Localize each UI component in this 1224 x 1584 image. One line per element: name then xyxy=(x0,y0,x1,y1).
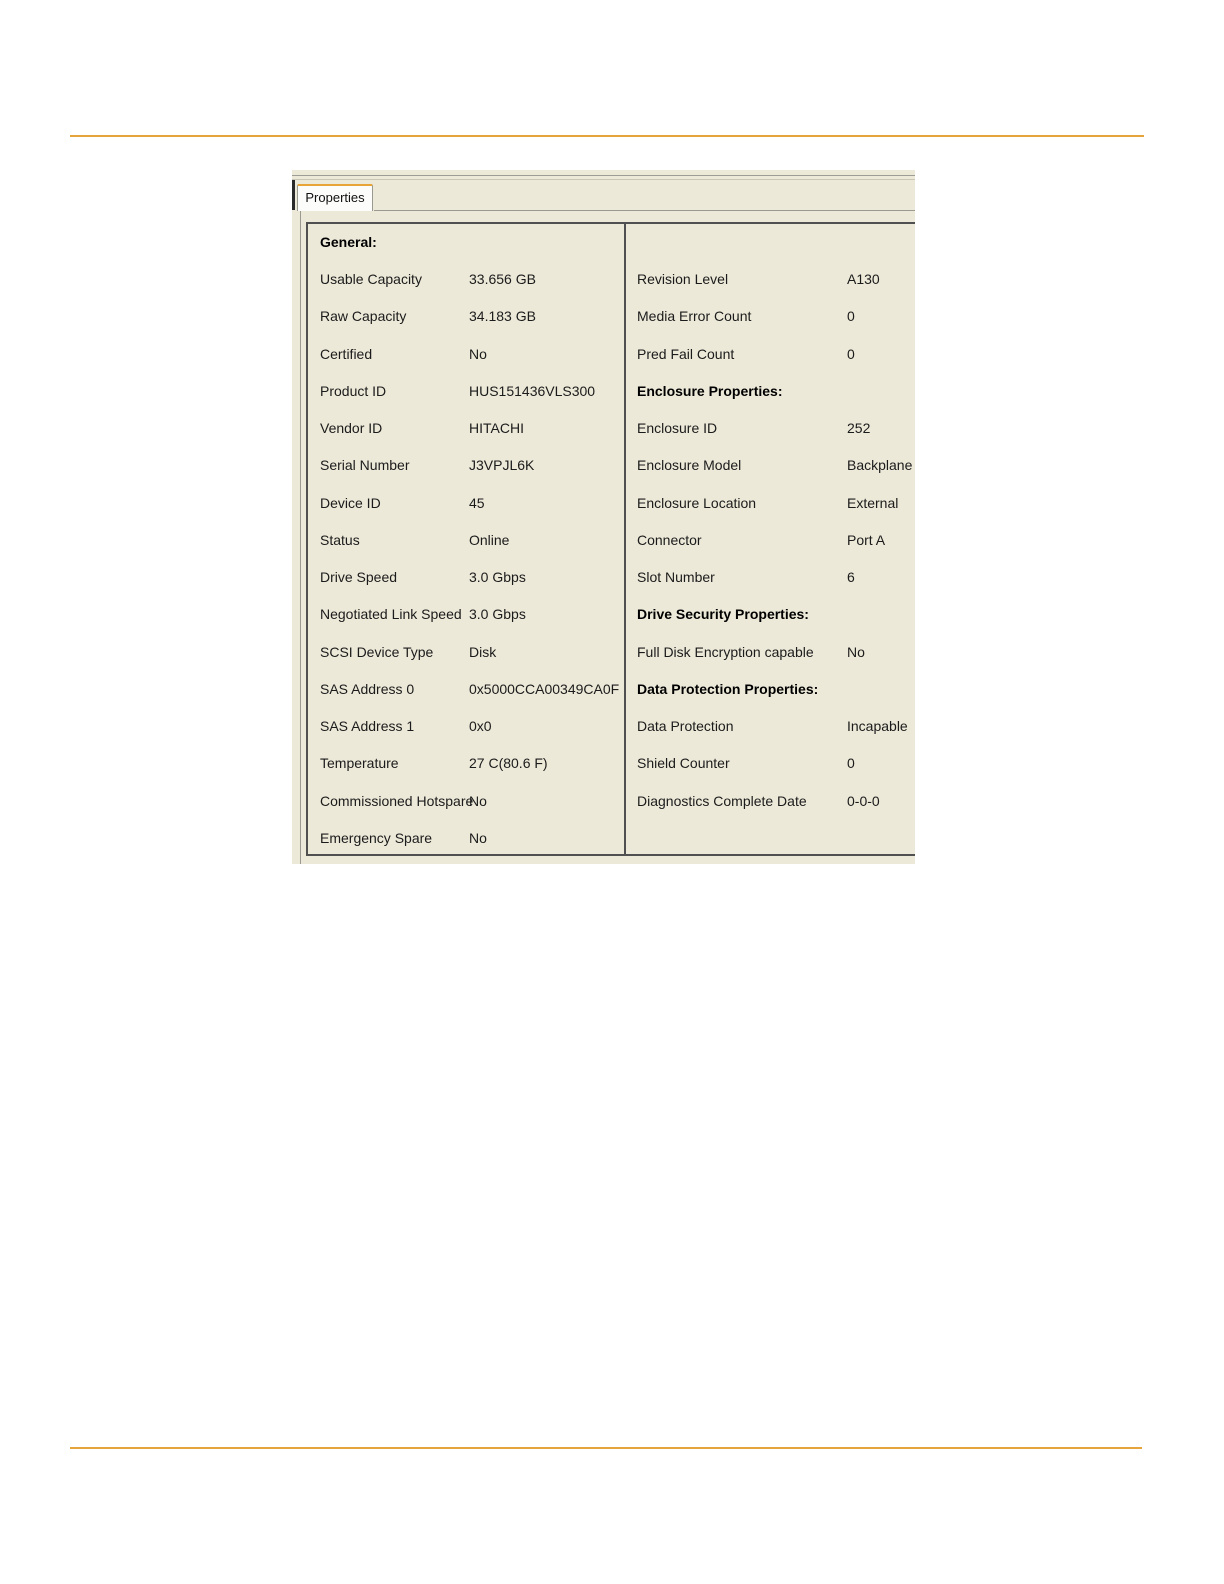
property-label: Enclosure Model xyxy=(637,457,742,474)
property-label: Shield Counter xyxy=(637,755,730,772)
section-heading: Data Protection Properties: xyxy=(637,680,819,697)
property-value: No xyxy=(469,829,487,846)
property-label: Enclosure Location xyxy=(637,494,757,511)
property-label: Revision Level xyxy=(637,271,729,287)
property-value: 0x0 xyxy=(469,718,492,734)
footer-rule xyxy=(70,1447,1142,1449)
property-value: 45 xyxy=(469,494,485,511)
property-label: Raw Capacity xyxy=(320,308,407,325)
property-label: Emergency Spare xyxy=(320,829,433,846)
property-value: 3.0 Gbps xyxy=(469,569,526,585)
property-label: Slot Number xyxy=(637,569,715,585)
properties-window-screenshot xyxy=(292,170,915,864)
property-value: No xyxy=(469,345,487,362)
property-label: Data Protection xyxy=(637,718,734,734)
property-value: External xyxy=(847,494,899,511)
property-label: Enclosure ID xyxy=(637,420,718,436)
property-value: 0x5000CCA00349CA0F xyxy=(469,680,620,697)
property-value: 34.183 GB xyxy=(469,308,536,325)
property-label: Connector xyxy=(637,531,702,548)
property-label: SAS Address 0 xyxy=(320,680,415,697)
property-label: Diagnostics Complete Date xyxy=(637,792,807,809)
property-value: Online xyxy=(469,531,510,548)
property-value: 0 xyxy=(847,345,855,362)
property-value: 0 xyxy=(847,308,855,325)
property-label: Pred Fail Count xyxy=(637,345,735,362)
column-divider xyxy=(624,222,626,856)
section-heading: Enclosure Properties: xyxy=(637,382,783,399)
property-value: 252 xyxy=(847,420,871,436)
property-label: Commissioned Hotspare xyxy=(320,792,474,809)
property-value: 0-0-0 xyxy=(847,792,880,809)
header-rule xyxy=(70,135,1144,137)
property-value: Disk xyxy=(469,643,497,660)
property-value: 3.0 Gbps xyxy=(469,606,526,623)
property-value: HUS151436VLS300 xyxy=(469,382,596,399)
property-label: Temperature xyxy=(320,755,399,772)
property-label: Full Disk Encryption capable xyxy=(637,643,814,660)
property-label: Certified xyxy=(320,345,373,362)
property-value: Incapable xyxy=(847,718,908,734)
section-heading-general: General: xyxy=(320,234,377,250)
property-value: 6 xyxy=(847,569,855,585)
property-value: J3VPJL6K xyxy=(469,457,535,474)
property-value: HITACHI xyxy=(469,420,524,436)
property-value: No xyxy=(469,792,487,809)
property-label: Negotiated Link Speed xyxy=(320,606,462,623)
property-value: Backplane xyxy=(847,457,913,474)
property-label: Media Error Count xyxy=(637,308,752,325)
property-label: Usable Capacity xyxy=(320,271,422,287)
property-label: Drive Speed xyxy=(320,569,398,585)
property-label: Status xyxy=(320,531,360,548)
property-label: Vendor ID xyxy=(320,420,383,436)
property-label: Serial Number xyxy=(320,457,410,474)
section-heading: Drive Security Properties: xyxy=(637,606,809,623)
property-label: Device ID xyxy=(320,494,381,511)
property-value: No xyxy=(847,643,865,660)
property-value: 27 C(80.6 F) xyxy=(469,755,548,772)
property-label: Product ID xyxy=(320,382,387,399)
property-label: SAS Address 1 xyxy=(320,718,415,734)
property-value: 0 xyxy=(847,755,855,772)
property-value: Port A xyxy=(847,531,886,548)
property-value: 33.656 GB xyxy=(469,271,536,287)
property-label: SCSI Device Type xyxy=(320,643,434,660)
tab-properties[interactable]: Properties xyxy=(297,184,373,211)
property-value: A130 xyxy=(847,271,880,287)
